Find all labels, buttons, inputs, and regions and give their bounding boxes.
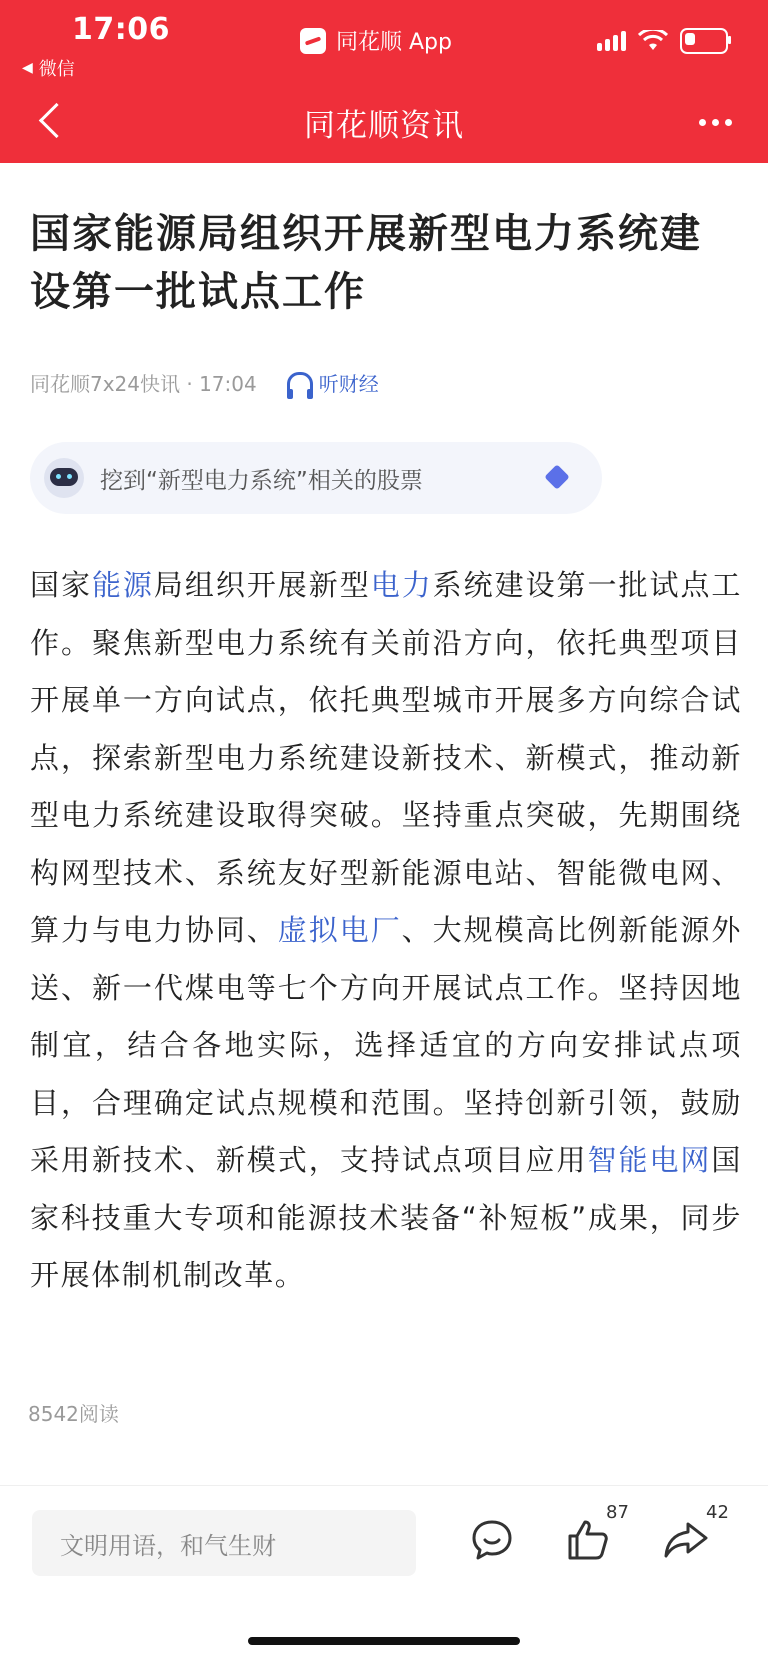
listen-label: 听财经 — [318, 372, 379, 396]
back-to-wechat[interactable] — [22, 55, 75, 81]
body-text: 、大规模高比例新能源外送、新一代煤电等七个方向开展试点工作。坚持因地制宜，结合各地实际，选择适宜的方向安排试点项目，合理确定试点规模和范围。坚持创新引领，鼓励采用新技术、新模式，支持试点项目应用 — [30, 913, 742, 1177]
back-triangle-icon: ◀ — [22, 60, 33, 76]
back-to-wechat-label: 微信 — [38, 59, 75, 80]
article-body — [30, 557, 742, 1305]
page-title: 同花顺资讯 — [304, 108, 464, 144]
keyword-link-energy[interactable]: 能源 — [91, 568, 154, 602]
share-count: 42 — [706, 1502, 729, 1523]
headphone-icon — [287, 372, 313, 393]
ai-prompt-text: 挖到“新型电力系统”相关的股票 — [100, 467, 423, 494]
wifi-icon — [638, 30, 668, 52]
body-text: 局组织开展新型 — [153, 568, 371, 602]
battery-icon — [680, 28, 728, 54]
share-icon[interactable] — [662, 1516, 710, 1564]
like-count: 87 — [606, 1502, 629, 1523]
body-text: 系统建设第一批试点工作。聚焦新型电力系统有关前沿方向，依托典型项目开展单一方向试点，依托典型城市开展多方向综合试点，探索新型电力系统建设新技术、新模式，推动新型电力系统建设取得突破。坚持重点突破，先期围绕构网型技术、系统友好型新能源电站、智能微电网、算力与电力协同、 — [30, 568, 743, 947]
keyword-link-power[interactable]: 电力 — [370, 568, 433, 602]
comment-input[interactable] — [32, 1510, 416, 1576]
comment-icon[interactable] — [468, 1516, 516, 1564]
body-text: 国家科技重大专项和能源技术装备“补短板”成果，同步开展体制机制改革。 — [30, 1143, 742, 1292]
article-meta — [30, 368, 379, 397]
like-icon[interactable] — [564, 1516, 612, 1564]
ai-robot-icon — [44, 458, 84, 498]
comment-placeholder: 文明用语，和气生财 — [60, 1531, 276, 1560]
body-text: 国家 — [30, 568, 92, 602]
bottom-action-bar — [0, 1485, 768, 1663]
ai-stock-prompt[interactable] — [30, 442, 602, 514]
more-options-button[interactable] — [692, 112, 732, 132]
keyword-link-smart-grid[interactable]: 智能电网 — [587, 1143, 712, 1177]
read-count: 8542阅读 — [28, 1402, 119, 1426]
article-source-time: 同花顺7x24快讯 · 17:04 — [30, 372, 257, 396]
home-indicator — [248, 1637, 520, 1645]
listen-button[interactable] — [287, 368, 379, 397]
status-app-name: 同花顺 App — [336, 30, 452, 55]
status-icons — [597, 28, 728, 54]
keyword-link-virtual-power-plant[interactable]: 虚拟电厂 — [277, 913, 402, 947]
article-title: 国家能源局组织开展新型电力系统建设第一批试点工作 — [30, 211, 702, 315]
status-time: 17:06 — [72, 12, 170, 47]
sparkle-icon — [544, 464, 569, 489]
signal-icon — [597, 31, 626, 51]
app-header — [0, 0, 768, 163]
status-app — [300, 25, 452, 56]
app-logo-icon — [300, 28, 326, 54]
